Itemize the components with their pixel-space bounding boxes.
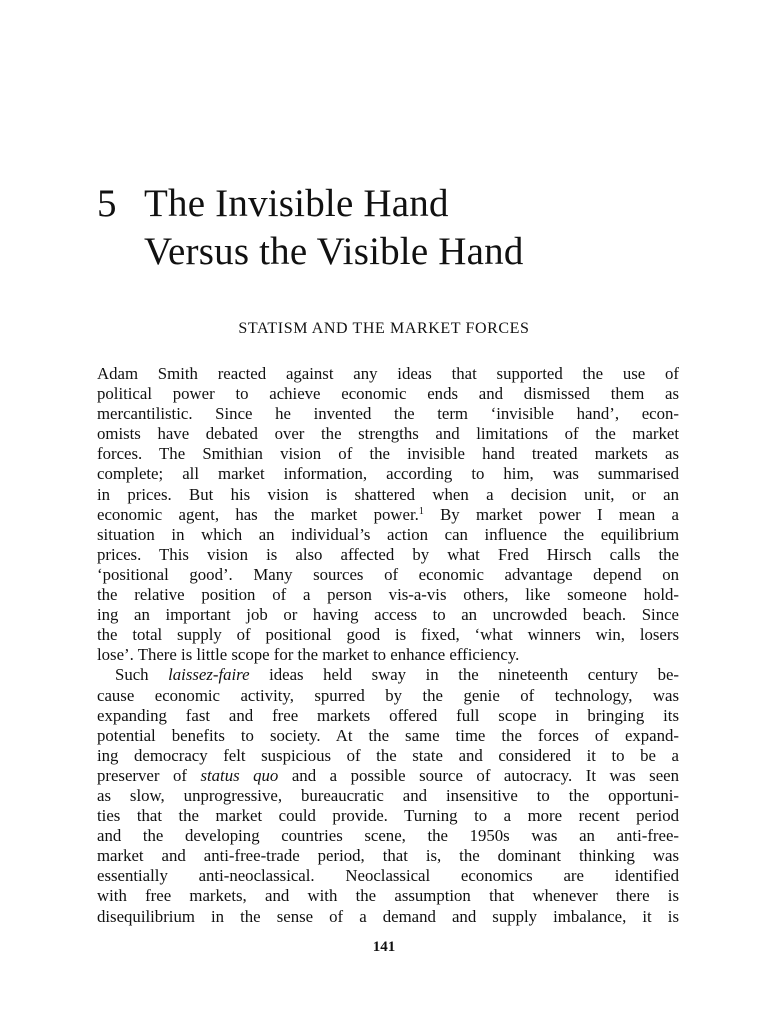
text-line: omists have debated over the strengths and limitations of the market	[97, 424, 679, 444]
text-line: the total supply of positional good is fixed, ‘what winners win, losers	[97, 625, 679, 645]
text-line: ing democracy felt suspicious of the state and considered it to be a	[97, 745, 679, 765]
chapter-title-line-1	[97, 180, 524, 228]
text-line: market and anti-free-trade period, that is, the dominant thinking was	[97, 846, 679, 866]
text-line: the relative position of a person vis-a-vis others, like someone hold-	[97, 585, 679, 605]
text-line: ing an important job or having access to an uncrowded beach. Since	[97, 605, 679, 625]
text-line: potential benefits to society. At the same time the forces of expand-	[97, 725, 679, 745]
text-line: political power to achieve economic ends and dismissed them as	[97, 384, 679, 404]
text-line: cause economic activity, spurred by the genie of technology, was	[97, 685, 679, 705]
text-line: disequilibrium in the sense of a demand and supply imbalance, it is	[97, 906, 679, 926]
chapter-title-text-1: The Invisible Hand	[144, 182, 449, 225]
text-line: and the developing countries scene, the 1950s was an anti-free-	[97, 826, 679, 846]
chapter-title-text-2: Versus the Visible Hand	[144, 230, 524, 273]
body-text	[97, 364, 679, 927]
text-line: Adam Smith reacted against any ideas that supported the use of	[97, 364, 679, 383]
text-line: in prices. But his vision is shattered when a decision unit, or an	[97, 484, 679, 504]
text-line: forces. The Smithian vision of the invisible hand treated markets as	[97, 444, 679, 464]
chapter-title	[97, 180, 524, 276]
footnote-marker[interactable]: 1	[418, 505, 424, 517]
italic-term: laissez-faire	[168, 665, 250, 685]
italic-term: status quo	[200, 765, 279, 785]
text-line: as slow, unprogressive, bureaucratic and insensitive to the opportuni-	[97, 785, 679, 805]
text-line: prices. This vision is also affected by what Fred Hirsch calls the	[97, 544, 679, 564]
text-line: expanding fast and free markets offered full scope in bringing its	[97, 705, 679, 725]
text-line: mercantilistic. Since he invented the term ‘invisible hand’, econ-	[97, 404, 679, 424]
chapter-title-line-2	[97, 228, 524, 276]
text-line: situation in which an individual’s action can influence the equilibrium	[97, 524, 679, 544]
text-line: lose’. There is little scope for the market to enhance efficiency.	[97, 645, 520, 665]
text-line: complete; all market information, according to him, was summarised	[97, 464, 679, 484]
section-heading: STATISM AND THE MARKET FORCES	[238, 320, 530, 337]
text-line: economic agent, has the market power.$^1$ By market power I mean a	[97, 504, 679, 524]
text-line: Such laissez-faire ideas held sway in the nineteenth century be-	[115, 665, 679, 685]
text-line: ‘positional good’. Many sources of economic advantage depend on	[97, 564, 679, 584]
page-number: 141	[372, 939, 396, 955]
chapter-number: 5	[97, 182, 117, 225]
text-line: with free markets, and with the assumption that whenever there is	[97, 886, 679, 906]
text-line: ties that the market could provide. Turning to a more recent period	[97, 806, 679, 826]
text-line: essentially anti-neoclassical. Neoclassical economics are identified	[97, 866, 679, 886]
text-line: preserver of status quo and a possible source of autocracy. It was seen	[97, 765, 679, 785]
